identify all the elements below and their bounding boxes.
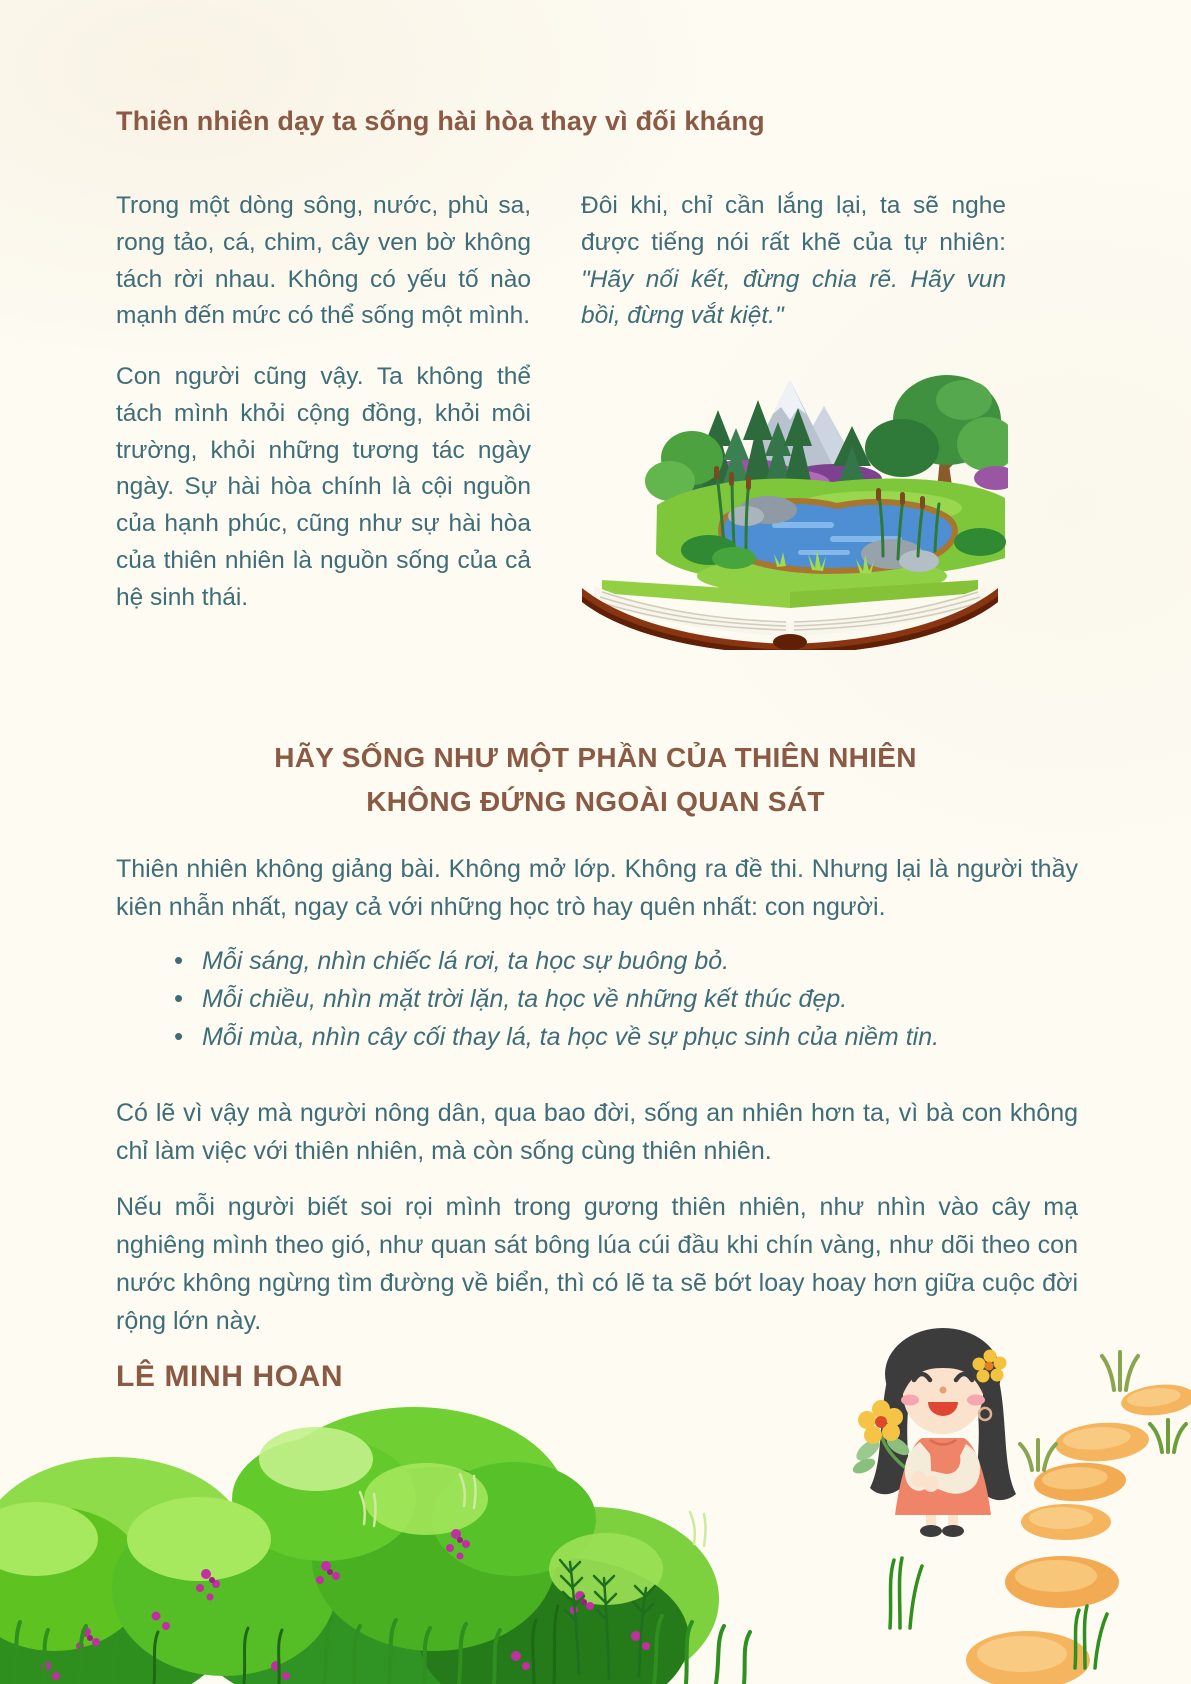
author-name: LÊ MINH HOAN bbox=[116, 1360, 344, 1393]
article-title: Thiên nhiên dạy ta sống hài hòa thay vì đối kháng bbox=[116, 106, 765, 136]
girl-illustration bbox=[770, 1318, 1191, 1684]
section-heading-line1: HÃY SỐNG NHƯ MỘT PHẦN CỦA THIÊN NHIÊN bbox=[274, 742, 917, 773]
paragraph-farmers: Có lẽ vì vậy mà người nông dân, qua bao đời, sống an nhiên hơn ta, vì bà con không chỉ làm việc với thiên nhiên, mà còn sống cùng thiên nhiên. bbox=[116, 1099, 1078, 1165]
bullet-season: • Mỗi mùa, nhìn cây cối thay lá, ta học về sự phục sinh của niềm tin. bbox=[172, 1018, 1072, 1056]
paragraph-human: Con người cũng vậy. Ta không thể tách mình khỏi cộng đồng, khỏi môi trường, khỏi những tương tác ngày ngày. Sự hài hòa chính là cội nguồn của hạnh phúc, cũng như sự hài hòa của thiên nhiên là nguồn sống của cả hệ sinh thái. bbox=[116, 363, 531, 611]
lesson-bullet-list bbox=[172, 942, 1072, 1056]
bullet-evening: • Mỗi chiều, nhìn mặt trời lặn, ta học về những kết thúc đẹp. bbox=[172, 980, 1072, 1018]
green-tuft-icon bbox=[1150, 1420, 1186, 1452]
section-heading bbox=[0, 736, 1191, 824]
paragraph-quote bbox=[581, 188, 1006, 335]
quote-intro: Đôi khi, chỉ cần lắng lại, ta sẽ nghe được tiếng nói rất khẽ của tự nhiên: bbox=[581, 192, 1006, 256]
bush-illustration bbox=[0, 1334, 770, 1684]
paragraph-lead: Thiên nhiên không giảng bài. Không mở lớp. Không ra đề thi. Nhưng lại là người thầy kiên nhẫn nhất, ngay cả với những học trò hay quên nhất: con người. bbox=[116, 855, 1078, 921]
section-heading-line2: KHÔNG ĐỨNG NGOÀI QUAN SÁT bbox=[366, 786, 825, 818]
bullet-morning: • Mỗi sáng, nhìn chiếc lá rơi, ta học sự buông bỏ. bbox=[172, 942, 1072, 980]
left-column bbox=[116, 188, 531, 616]
nature-quote: "Hãy nối kết, đừng chia rẽ. Hãy vun bồi, đừng vắt kiệt." bbox=[581, 265, 1006, 330]
open-book-nature-illustration bbox=[572, 340, 1008, 650]
paragraph-mirror: Nếu mỗi người biết soi rọi mình trong gương thiên nhiên, như nhìn vào cây mạ nghiêng mình theo gió, như quan sát bông lúa cúi đầu khi chín vàng, như dõi theo con nước không ngừng tìm đường về biển, thì có lẽ ta sẽ bớt loay hoay hơn giữa cuộc đời rộng lớn này. bbox=[116, 1193, 1078, 1335]
girl-figure bbox=[851, 1328, 1016, 1537]
paragraph-river: Trong một dòng sông, nước, phù sa, rong tảo, cá, chim, cây ven bờ không tách rời nhau. Không có yếu tố nào mạnh đến mức có thể sống một mình. bbox=[116, 192, 531, 330]
